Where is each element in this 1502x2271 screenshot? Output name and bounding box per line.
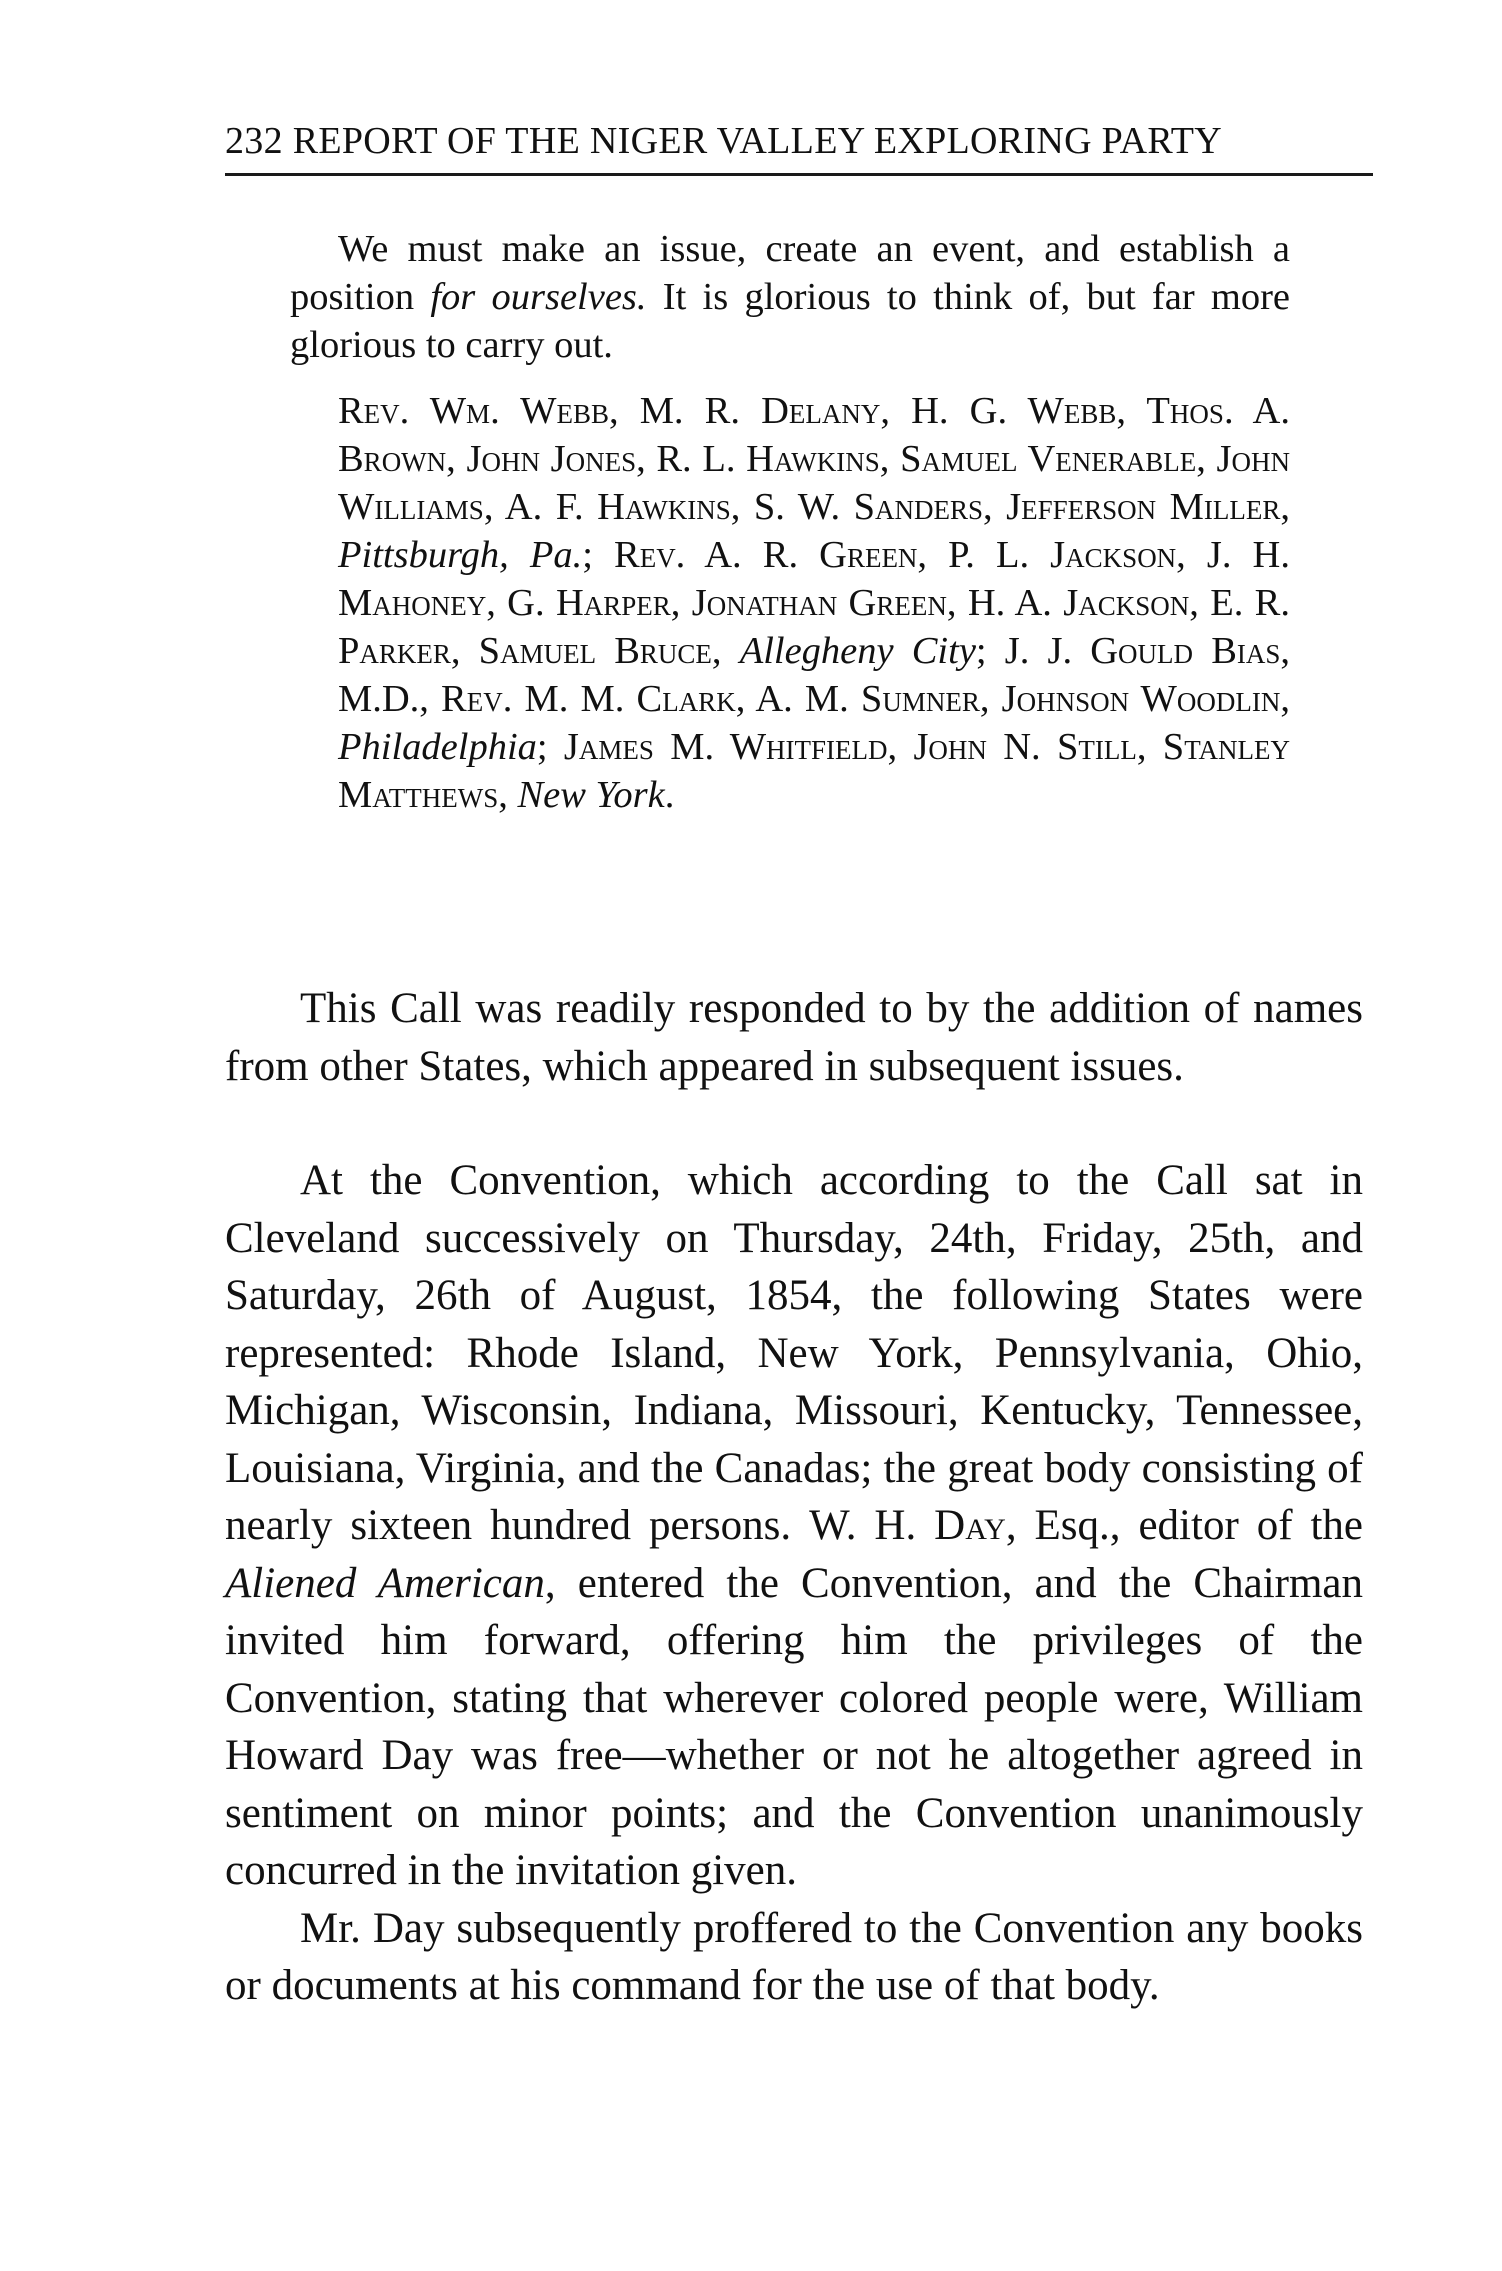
quote-paragraph <box>290 225 1290 369</box>
signer-place: New York <box>517 774 665 816</box>
body-paragraph <box>225 1152 1363 1900</box>
signer-names: James M. Whitfield, John N. Still, Stanley Matthews, <box>338 726 1291 816</box>
signer-place: Allegheny City <box>739 630 976 672</box>
separator: ; <box>536 726 548 768</box>
signer-names: J. J. Gould Bias, M.D., Rev. M. M. Clark, A. M. Sumner, Johnson Woodlin, <box>338 630 1290 720</box>
quote-emphasis: for ourselves. <box>430 276 647 318</box>
body-text <box>225 980 1363 2015</box>
separator: . <box>664 774 675 816</box>
signer-place: Philadelphia <box>338 726 537 768</box>
person-name: W. H. Day <box>809 1502 1006 1549</box>
paragraph-text: , entered the Convention, and the Chairman invited him forward, offering him the privileges of the Convention, stating that wherever colored people were, William Howard Day was free—whether or not he altogether agreed in sentiment on minor points; and the Convention unanimously concurred in the invitation given. <box>225 1559 1363 1894</box>
signer-names: Rev. Wm. Webb, M. R. Delany, H. G. Webb, Thos. A. Brown, John Jones, R. L. Hawkins, Samuel Venerable, John Williams, A. F. Hawkins, S. W. Sanders, Jefferson Miller, <box>338 390 1290 528</box>
quote-text: It is glorious to think of, but far more glorious to carry out. <box>290 276 1290 366</box>
quote-text: We must make an issue, create an event, and establish a position <box>290 228 1290 318</box>
signers-list <box>290 387 1290 819</box>
paragraph-text: , Esq., editor of the <box>1005 1502 1364 1549</box>
signer-names: Rev. A. R. Green, P. L. Jackson, J. H. Mahoney, G. Harper, Jonathan Green, H. A. Jackson, E. R. Parker, Samuel Bruce, <box>338 534 1290 672</box>
publication-title: Aliened American <box>225 1559 545 1607</box>
body-paragraph: This Call was readily responded to by the addition of names from other States, which appeared in subsequent issues. <box>225 985 1363 1090</box>
quoted-call <box>290 225 1290 819</box>
separator: ; <box>975 630 987 672</box>
signer-place: Pittsburgh, Pa. <box>338 534 583 576</box>
header-rule <box>225 173 1373 176</box>
separator: ; <box>582 534 593 576</box>
body-paragraph: Mr. Day subsequently proffered to the Convention any books or documents at his command for the use of that body. <box>225 1904 1363 2009</box>
running-header: 232 REPORT OF THE NIGER VALLEY EXPLORING PARTY <box>225 120 1222 162</box>
paragraph-text: At the Convention, which according to the Call sat in Cleveland successively on Thursday, 24th, Friday, 25th, and Saturday, 26th of August, 1854, the following States were represented: Rhode Island, New York, Pennsylvania, Ohio, Michigan, Wisconsin, Indiana, Missouri, Kentucky, Tennessee, Louisiana, Virginia, and the Canadas; the great body consisting of nearly sixteen hundred persons. <box>225 1157 1363 1549</box>
